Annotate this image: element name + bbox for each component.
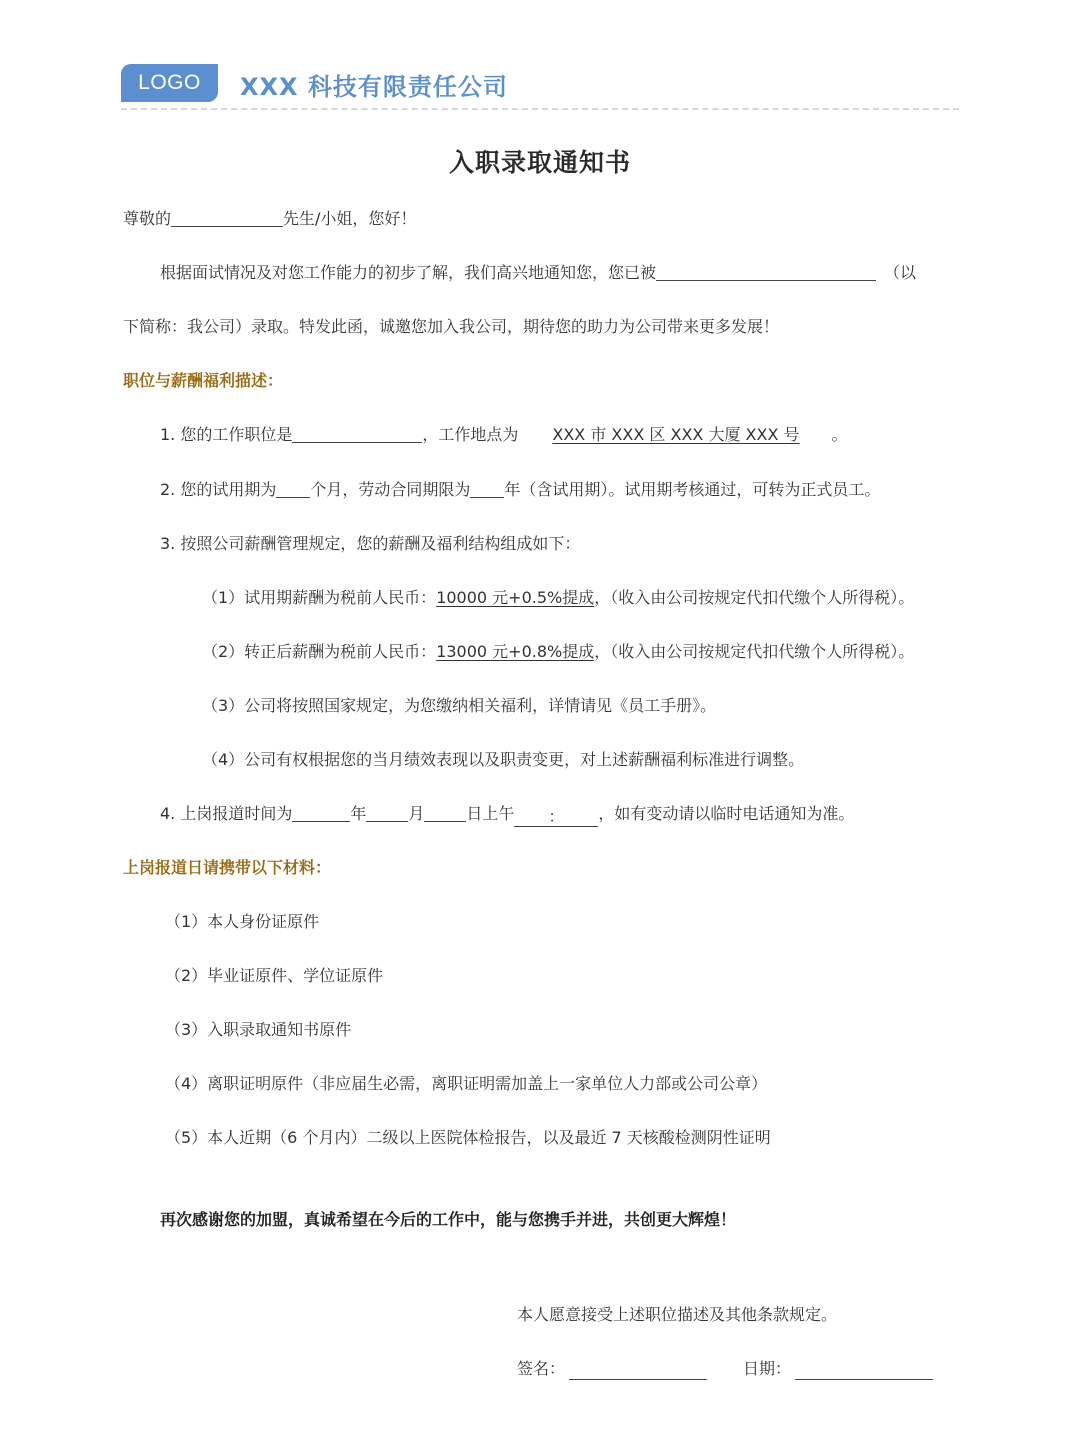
sub-item-probation-salary xyxy=(202,585,914,608)
acceptance-statement: 本人愿意接受上述职位描述及其他条款规定。 xyxy=(517,1305,838,1324)
document-title: 入职录取通知书 xyxy=(448,148,631,177)
item1-text-c: 。 xyxy=(831,425,848,444)
sub-item-regular-salary xyxy=(202,639,914,662)
date-label: 日期： xyxy=(743,1359,792,1378)
report-time-blank[interactable]: ： xyxy=(514,808,598,827)
header-divider xyxy=(121,108,959,110)
date-field[interactable] xyxy=(795,1361,933,1380)
sub1-text-a: （1）试用期薪酬为税前人民币： xyxy=(202,588,437,607)
regular-salary-value: 13000 元+0.8%提成 xyxy=(436,642,595,661)
item2-text-b: 个月，劳动合同期限为 xyxy=(310,480,471,499)
item4-year-label: 年 xyxy=(350,804,367,823)
closing-statement: 再次感谢您的加盟，真诚希望在今后的工作中，能与您携手并进，共创更大辉煌！ xyxy=(160,1210,737,1229)
item-probation xyxy=(160,477,880,500)
intro-text-b: （以 xyxy=(884,263,917,282)
company-blank[interactable] xyxy=(656,262,876,281)
section-heading-materials: 上岗报道日请携带以下材料： xyxy=(123,858,332,877)
signature-label: 签名： xyxy=(517,1359,566,1378)
greeting-suffix: 先生/小姐，您好！ xyxy=(283,209,417,228)
item4-month-label: 月 xyxy=(408,804,425,823)
contract-years-blank[interactable] xyxy=(470,479,504,498)
intro-text-a: 根据面试情况及对您工作能力的初步了解，我们高兴地通知您，您已被 xyxy=(160,263,657,282)
sub1-text-b: ，（收入由公司按规定代扣代缴个人所得税）。 xyxy=(594,588,915,607)
item1-text-a: 1. 您的工作职位是 xyxy=(160,425,293,444)
name-blank[interactable] xyxy=(171,208,283,227)
signature-row xyxy=(517,1356,933,1380)
report-month-blank[interactable] xyxy=(366,803,408,822)
sub2-text-b: ，（收入由公司按规定代扣代缴个人所得税）。 xyxy=(594,642,915,661)
sub2-text-a: （2）转正后薪酬为税前人民币： xyxy=(202,642,437,661)
report-day-blank[interactable] xyxy=(424,803,466,822)
work-location: XXX 市 XXX 区 XXX 大厦 XXX 号 xyxy=(552,425,800,444)
probation-salary-value: 10000 元+0.5%提成 xyxy=(436,588,595,607)
list-item: （5）本人近期（6 个月内）二级以上医院体检报告，以及最近 7 天核酸检测阴性证明 xyxy=(165,1128,771,1147)
item-position xyxy=(160,422,848,445)
list-item: （1）本人身份证原件 xyxy=(165,912,320,931)
company-logo: LOGO xyxy=(121,64,218,102)
section-heading-position: 职位与薪酬福利描述： xyxy=(123,371,284,390)
signature-field[interactable] xyxy=(569,1361,707,1380)
item-report-time xyxy=(160,801,854,827)
intro-line-2: 下简称：我公司）录取。特发此函，诚邀您加入我公司，期待您的助力为公司带来更多发展！ xyxy=(123,317,780,336)
list-item: （3）入职录取通知书原件 xyxy=(165,1020,352,1039)
item2-text-c: 年（含试用期）。试用期考核通过，可转为正式员工。 xyxy=(504,480,881,499)
item4-text-a: 4. 上岗报道时间为 xyxy=(160,804,293,823)
sub-item-benefits: （3）公司将按照国家规定，为您缴纳相关福利，详情请见《员工手册》。 xyxy=(202,696,717,715)
probation-months-blank[interactable] xyxy=(276,479,310,498)
list-item: （4）离职证明原件（非应届生必需，离职证明需加盖上一家单位人力部或公司公章） xyxy=(165,1074,768,1093)
item2-text-a: 2. 您的试用期为 xyxy=(160,480,277,499)
company-name: XXX 科技有限责任公司 xyxy=(240,73,508,101)
item4-day-label: 日上午 xyxy=(466,804,515,823)
item1-text-b: ，工作地点为 xyxy=(422,425,519,444)
greeting-prefix: 尊敬的 xyxy=(123,209,172,228)
greeting-line xyxy=(123,206,416,229)
position-blank[interactable] xyxy=(292,424,422,443)
list-item: （2）毕业证原件、学位证原件 xyxy=(165,966,384,985)
item-salary-structure: 3. 按照公司薪酬管理规定，您的薪酬及福利结构组成如下： xyxy=(160,534,581,553)
report-year-blank[interactable] xyxy=(292,803,350,822)
intro-line-1 xyxy=(160,260,916,283)
item4-text-b: ，如有变动请以临时电话通知为准。 xyxy=(598,804,855,823)
sub-item-adjustment: （4）公司有权根据您的当月绩效表现以及职责变更，对上述薪酬福利标准进行调整。 xyxy=(202,750,805,769)
